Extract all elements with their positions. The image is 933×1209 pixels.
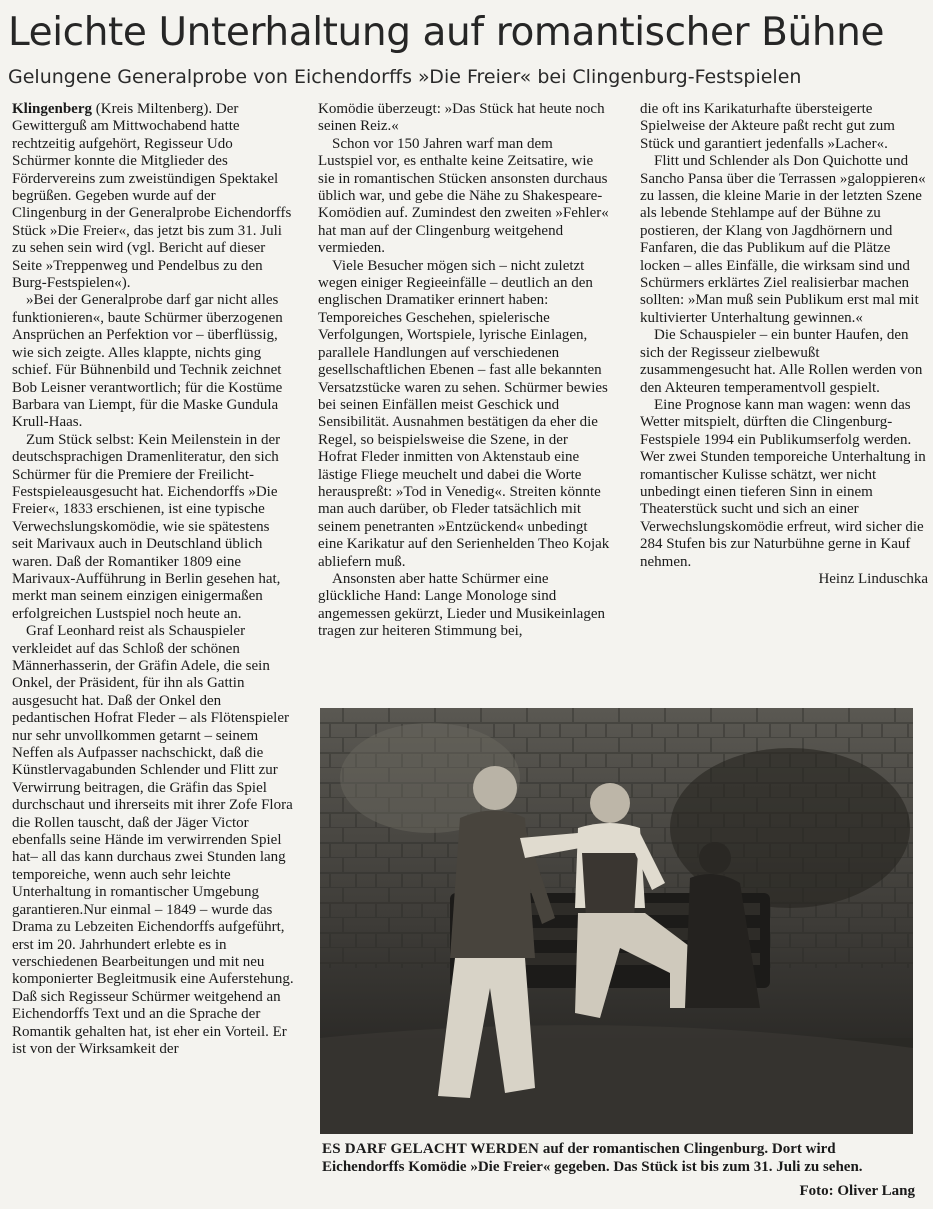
article-paragraph: Ansonsten aber hatte Schürmer eine glückliche Hand: Lange Monologe sind angemessen gekürzt, Lieder und Musikeinlagen tragen zur heiteren Stimmung bei, (318, 570, 605, 640)
article-column-1 (12, 101, 294, 1201)
article-paragraph: Die Schauspieler – ein bunter Haufen, den sich der Regisseur zielbewußt zusammengesucht hat. Alle Rollen werden von den Akteuren temperamentvoll gespielt. (640, 327, 923, 396)
article-paragraph (12, 101, 294, 292)
article-column-2 (318, 101, 610, 691)
paragraph-text: (Kreis Miltenberg). Der Gewitterguß am Mittwochabend hatte rechtzeitig aufgehört, Regisseur Udo Schürmer konnte die Mitglieder des Fördervereins zum zweistündigen Spektakel begrüßen. Gegeben wurde auf der Clingenburg in der Generalprobe Eichendorffs Stück »Die Freier«, das jetzt bis zum 31. Juli zu sehen sein wird (vgl. Bericht auf dieser Seite »Treppenweg und Pendelbus zu den Burg-Festspielen«). (12, 101, 292, 292)
article-paragraph: Graf Leonhard reist als Schauspieler verkleidet auf das Schloß der schönen Männerhasserin, der Gräfin Adele, die sein Onkel, der Präsident, für ihn als Gattin ausgesucht hat. Daß der Onkel den pedantischen Hofrat Fleder – als Flötenspieler nur sehr unvollkommen getarnt – seinem Neffen als Aufpasser nachschickt, daß die Künstlervagabunden Schlender und Flitt zur Verwirrung beitragen, die Gräfin das Spiel durchschaut und ihrerseits mit ihrer Zofe Flora die Rollen tauscht, daß der Jäger Victor ebenfalls seine Hände im verwirrenden Spiel hat– all das kann durchaus zwei Stunden lang temporeiche, wenn auch sehr leichte Unterhaltung in romantischer Umgebung garantieren.Nur einmal – 1849 – wurde das Drama zu Lebzeiten Eichendorffs aufgeführt, erst im 20. Jahrhundert erlebte es in verschiedenen Bearbeitungen und mit neu komponierter Begleitmusik eine Auferstehung. Daß sich Regisseur Schürmer weitgehend an Eichendorffs Text und an die Sprache der Romantik gehalten hat, ist eher ein Vorteil. Er ist von der Wirksamkeit der (12, 623, 294, 1057)
stage-photo (320, 708, 913, 1134)
article-paragraph: Schon vor 150 Jahren warf man dem Lustspiel vor, es enthalte keine Zeitsatire, wie sie in romantischen Stücken ansonsten durchaus üblich war, und gebe die Nähe zu Shakespeare-Komödien auf. Zumindest den zweiten »Fehler« hat man auf der Clingenburg weitgehend vermieden. (318, 135, 609, 257)
subheadline: Gelungene Generalprobe von Eichendorffs »Die Freier« bei Clingenburg-Festspielen (8, 66, 802, 88)
article-paragraph: Zum Stück selbst: Kein Meilenstein in der deutschsprachigen Dramenliteratur, den sich Schürmer für die Premiere der Freilicht-Festspieleausgesucht hat. Eichendorffs »Die Freier«, 1833 erschienen, ist eine typische Verwechslungskomödie, wie sie spätestens seit Marivaux auch in Deutschland üblich waren. Daß der Romantiker 1809 eine Marivaux-Aufführung in Berlin gesehen hat, merkt man seinem einzigen einigermaßen erfolgreichen Lustspiel noch heute an. (12, 431, 281, 622)
article-paragraph: die oft ins Karikaturhafte übersteigerte Spielweise der Akteure paßt recht gut zum Stück und garantiert jedenfalls »Lacher«. (640, 101, 895, 152)
article-paragraph: Komödie überzeugt: »Das Stück hat heute noch seinen Reiz.« (318, 101, 605, 135)
article-column-3 (640, 101, 928, 691)
dateline: Klingenberg (12, 101, 93, 117)
article-paragraph: Viele Besucher mögen sich – nicht zuletzt wegen einiger Regieeinfälle – deutlich an den englischen Dramatiker erinnert haben: Temporeiches Geschehen, spielerische Verfolgungen, Wortspiele, lyrische Einlagen, parallele Handlungen auf verschiedenen gesellschaftlichen Ebenen – fast alle bekannten Versatzstücke waren zu sehen. Schürmer bewies bei seinen Einfällen meist Geschick und Sensibilität. Ausnahmen bestätigen da eher die Regel, so beispielsweise die Szene, in der Hofrat Fleder inmitten von Aktenstaub eine lästige Fliege meuchelt und dabei die Worte herauspreßt: »Tod in Venedig«. Streiten könnte man auch darüber, ob Fleder tatsächlich mit seinem penetranten »Entzückend« unbedingt eine Karikatur auf den Serienhelden Theo Kojak abliefern muß. (318, 257, 610, 570)
photo-credit: Foto: Oliver Lang (799, 1183, 915, 1199)
headline: Leichte Unterhaltung auf romantischer Bühne (8, 10, 885, 55)
caption-text: auf der romantischen Clingenburg. Dort wird Eichendorffs Komödie »Die Freier« gegeben. Das Stück ist bis zum 31. Juli zu sehen. (322, 1141, 863, 1175)
photo-caption (322, 1141, 916, 1176)
article-paragraph: Flitt und Schlender als Don Quichotte und Sancho Pansa über die Terrassen »galoppieren« zu lassen, die kleine Marie in der letzten Szene als lebende Stehlampe auf der Bühne zu postieren, der Klang von Jagdhörnern und Fanfaren, die das Publikum auf die Plätze locken – alles Einfälle, die wirksam sind und Schürmers erklärtes Ziel realisierbar machen sollten: »Man muß sein Publikum erst mal mit kultivierter Unterhaltung gewinnen.« (640, 153, 926, 326)
author-name: Heinz Linduschka (818, 570, 928, 587)
article-paragraph: »Bei der Generalprobe darf gar nicht alles funktionieren«, baute Schürmer überzogenen Ansprüchen an Perfektion vor – überflüssig, wie sich zeigte. Alles klappte, nichts ging schief. Für Bühnenbild und Technik zeichnet Bob Leisner verantwortlich; für die Kostüme Barbara van Liempt, für die Maske Gundula Krull-Haas. (12, 292, 283, 431)
stage-photo-image (320, 708, 913, 1134)
article-paragraph: Eine Prognose kann man wagen: wenn das Wetter mitspielt, dürften die Clingenburg-Festspiele 1994 ein Publikumserfolg werden. Wer zwei Stunden temporeiche Unterhaltung in romantischer Kulisse schätzt, wer nicht unbedingt einen tieferen Sinn in einem Theaterstück sucht und sich an einer Verwechslungskomödie erfreut, wird sicher die 284 Stufen bis zur Naturbühne gerne in Kauf nehmen. (640, 396, 926, 570)
caption-lead: ES DARF GELACHT WERDEN (322, 1141, 540, 1157)
